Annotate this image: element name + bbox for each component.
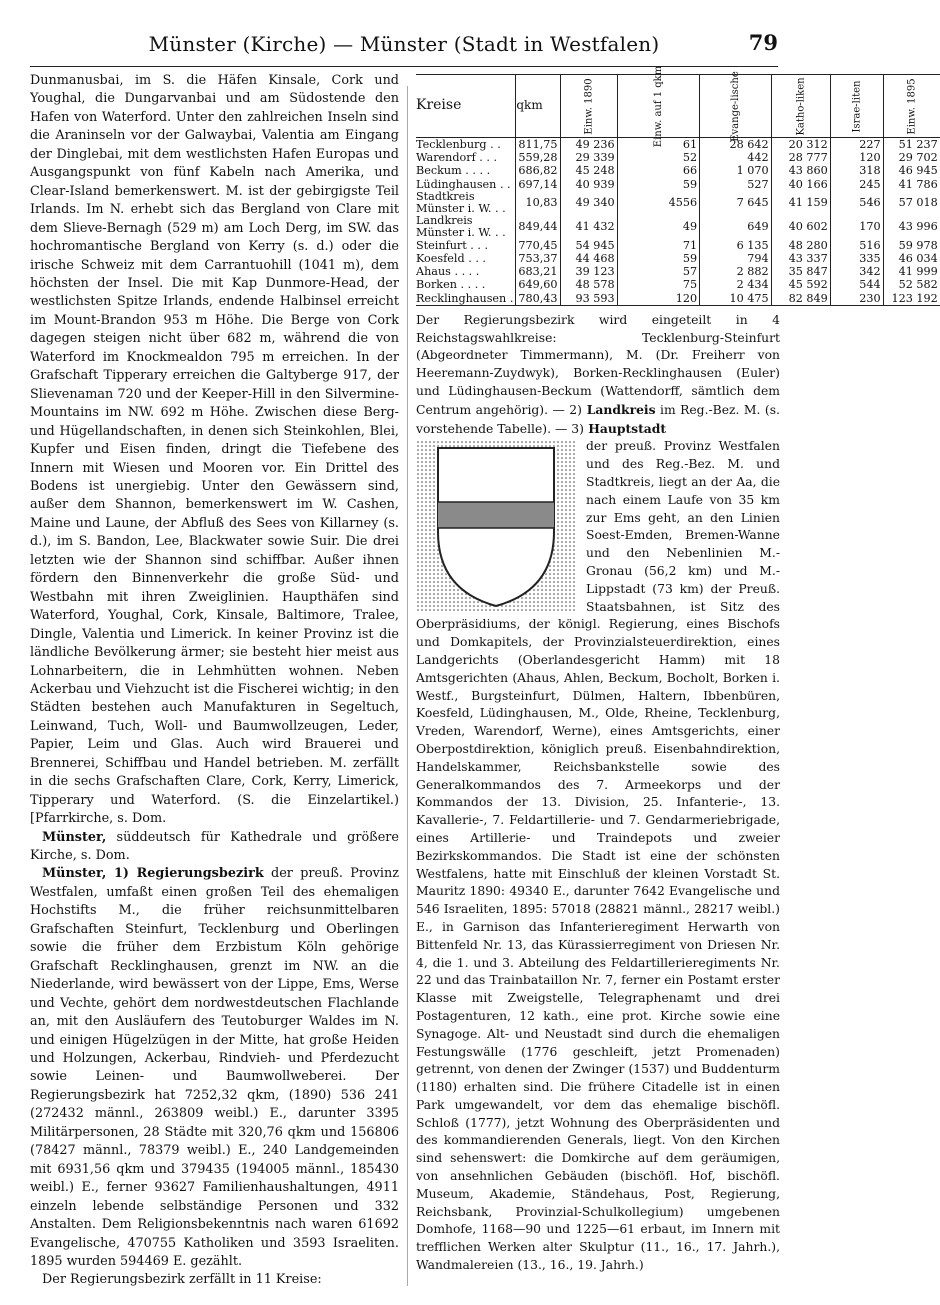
article-munster-region (30, 865, 399, 1271)
column-header: Einw. auf 1 qkm (617, 75, 699, 138)
subheading: Landkreis (581, 401, 656, 417)
value-cell: 43 337 (771, 252, 830, 265)
value-cell: 46 034 (883, 252, 940, 265)
value-cell: 41 432 (560, 215, 617, 239)
value-cell: 40 166 (771, 178, 830, 191)
district-name-cell: Tecklenburg . . (416, 138, 501, 151)
value-cell: 49 (617, 215, 699, 239)
district-name-cell: Lüdinghausen . . (416, 177, 511, 191)
value-cell: 45 248 (560, 164, 617, 177)
value-cell: 10 475 (700, 292, 772, 306)
value-cell: 66 (617, 164, 699, 177)
value-cell: 93 593 (560, 292, 617, 306)
district-name-cell: Stadtkreis Münster i. W. . . (416, 189, 506, 215)
value-cell: 120 (617, 292, 699, 306)
value-cell: 20 312 (771, 138, 830, 152)
value-cell: 51 237 (883, 138, 940, 152)
value-cell: 48 578 (560, 278, 617, 291)
value-cell: 28 777 (771, 151, 830, 164)
value-cell: 649 (700, 215, 772, 239)
article-munster-province-continued (30, 72, 399, 829)
value-cell: 120 (830, 151, 883, 164)
value-cell: 686,82 (516, 164, 560, 177)
value-cell: 29 339 (560, 151, 617, 164)
value-cell: 48 280 (771, 239, 830, 252)
value-cell: 770,45 (516, 239, 560, 252)
right-column (416, 66, 938, 1275)
district-name-cell: Warendorf . . . (416, 151, 498, 165)
value-cell: 57 (617, 265, 699, 278)
value-cell: 35 847 (771, 265, 830, 278)
column-header: Einw. 1895 (883, 75, 940, 138)
value-cell: 54 945 (560, 239, 617, 252)
body-text: Dunmanusbai, im S. die Häfen Kinsale, Cork und Youghal, die Dungarvanbai und am Südostende den Hafen von Waterford. Unter den zahlreichen Inseln sind die Araninseln vor der Galwaybai, Valentia am Eingang der Dinglebai, mit dem westlichsten Hafen Europas und Ausgangspunkt von fünf Kabeln nach Amerika, und Clear-Island bemerkenswert. M. ist der gebirgigste Teil Irlands. Im N. erhebt sich das Bergland von Clare mit dem Slieve-Bernagh (529 m) am Loch Derg, im SW. das hochromantische Bergland von Kerry (s. d.) oder die irische Schweiz mit dem Carrantuohill (1041 m), dem höchsten der Insel. Die mit Kap Dunmore-Head, der westlichsten Spitze Irlands, endende Halbinsel erreicht im Mount-Brandon 953 m Höhe. Die Berge von Cork dagegen steigen nicht über 682 m, während die von Waterford im Knockmealdon 795 m erreichen. In der Grafschaft Tipperary erreichen die Galtyberge 917, der Slievenaman 720 und der Keeper-Hill in den Silvermine-Mountains im NW. 692 m Höhe. Zwischen diese Berg- und Hügellandschaften, in denen sich Steinkohlen, Blei, Kupfer und Eisen finden, dringt die Tiefebene des Innern mit Wiesen und Mooren vor. Ein Drittel des Bodens ist unergiebig. Unter den Gewässern sind, außer dem Shannon, bemerkenswert im W. Cashen, Maine und Laune, der Abfluß des Sees von Killarney (s. d.), im S. Bandon, Lee, Blackwater sowie Suir. Die drei letzten wie der Shannon sind schiffbar. Außer ihnen fördern den Binnenverkehr die große Süd- und Westbahn mit ihren Zweiglinien. Haupthäfen sind Waterford, Youghal, Cork, Kinsale, Baltimore, Tralee, Dingle, Valentia und Limerick. In keiner Provinz ist die ländliche Bevölkerung ärmer; sie besteht hier meist aus Lohnarbeitern, die in Lehmhütten wohnen. Neben Ackerbau und Viehzucht ist die Fischerei wichtig; in den Städten bestehen auch Manufakturen in Segeltuch, Leinwand, Tuch, Woll- und Baumwollzeugen, Leder, Papier, Leim und Glas. Auch wird Brauerei und Brennerei, Schiffbau und Handel betrieben. M. zerfällt in die sechs Grafschaften Clare, Cork, Kerry, Limerick, Tipperary und Waterford. (S. die Einzelartikel.) [Pfarrkirche, s. Dom. (30, 73, 399, 827)
table-row (416, 178, 940, 191)
table-row (416, 215, 940, 239)
district-name-cell: Landkreis Münster i. W. . . (416, 213, 506, 239)
column-header: qkm (516, 75, 560, 138)
value-cell: 245 (830, 178, 883, 191)
table-row (416, 278, 940, 291)
column-header: Katho-liken (771, 75, 830, 138)
value-cell: 61 (617, 138, 699, 152)
value-cell: 849,44 (516, 215, 560, 239)
value-cell: 41 786 (883, 178, 940, 191)
table-row (416, 252, 940, 265)
subheading: 1) Regierungsbezirk (106, 866, 264, 882)
value-cell: 1 070 (700, 164, 772, 177)
table-row (416, 292, 940, 306)
body-text: süddeutsch für Kathedrale und größere Kirche, s. Dom. (30, 829, 399, 864)
value-cell: 41 159 (771, 191, 830, 215)
value-cell: 2 882 (700, 265, 772, 278)
value-cell: 49 236 (560, 138, 617, 152)
table-intro (30, 1271, 399, 1289)
table-row (416, 239, 940, 252)
value-cell: 43 996 (883, 215, 940, 239)
column-divider (407, 86, 408, 1286)
headword: Münster, (42, 829, 107, 845)
table-header-row (416, 75, 940, 138)
subheading: Hauptstadt (583, 420, 667, 436)
running-title: Münster (Kirche) — Münster (Stadt in Westfalen) (148, 32, 660, 56)
district-name-cell: Recklinghausen . (416, 292, 516, 306)
body-text: der preuß. Provinz Westfalen, umfaßt einen großen Teil des ehemaligen Hochstifts M., die früher reichsunmittelbaren Grafschaften Steinfurt, Tecklenburg und Oberlingen sowie die früher dem Erzbistum Köln gehörige Grafschaft Recklinghausen, grenzt im NW. an die Niederlande, wird bewässert von der Lippe, Ems, Werse und Vechte, gehört dem nordwestdeutschen Flachlande an, mit den Ausläufern des Teutoburger Waldes im N. und einigen Hügelzügen in der Mitte, hat große Heiden und Holzungen, Ackerbau, Rindvieh- und Pferdezucht sowie Leinen- und Baumwollweberei. Der Regierungsbezirk hat 7252,32 qkm, (1890) 536 241 (272432 männl., 263809 weibl.) E., darunter 3395 Militärpersonen, 28 Städte mit 320,76 qkm und 156806 (78427 männl., 78379 weibl.) E., 240 Landgemeinden mit 6931,56 qkm und 379435 (194005 männl., 185430 weibl.) E., ferner 93627 Familienhaushaltungen, 4911 einzeln lebende selbständige Personen und 332 Anstalten. Dem Religionsbekenntnis nach waren 61692 Evangelische, 470755 Katholiken und 3593 Israeliten. 1895 wurden 594469 E. gezählt. (30, 866, 399, 1269)
table-row (416, 151, 940, 164)
value-cell: 546 (830, 191, 883, 215)
value-cell: 559,28 (516, 151, 560, 164)
headword: Münster, (42, 866, 107, 882)
table-row (416, 138, 940, 152)
body-text: Der Regierungsbezirk wird eingeteilt in 4 Reichstagswahlkreise: Tecklenburg-Steinfurt (Abgeordneter Timmermann), M. (Dr. Freiherr von Heeremann-Zuydwyk), Borken-Recklinghausen (Euler) und Lüdinghausen-Beckum (Wattendorff, sämtlich dem Centrum angehörig). — 2) (416, 312, 780, 417)
value-cell: 516 (830, 239, 883, 252)
column-header: Israe-liten (830, 75, 883, 138)
value-cell: 683,21 (516, 265, 560, 278)
value-cell: 335 (830, 252, 883, 265)
value-cell: 41 999 (883, 265, 940, 278)
value-cell: 780,43 (516, 292, 560, 306)
value-cell: 40 602 (771, 215, 830, 239)
value-cell: 29 702 (883, 151, 940, 164)
column-header: Evange-lische (700, 75, 772, 138)
value-cell: 649,60 (516, 278, 560, 291)
value-cell: 794 (700, 252, 772, 265)
body-text: im Reg.-Bez. M. (s. vorstehende Tabelle). — 3) (416, 402, 780, 436)
value-cell: 40 939 (560, 178, 617, 191)
value-cell: 4556 (617, 191, 699, 215)
district-name-cell: Steinfurt . . . (416, 238, 489, 252)
value-cell: 544 (830, 278, 883, 291)
value-cell: 527 (700, 178, 772, 191)
value-cell: 170 (830, 215, 883, 239)
value-cell: 49 340 (560, 191, 617, 215)
value-cell: 2 434 (700, 278, 772, 291)
value-cell: 318 (830, 164, 883, 177)
column-header: Einw. 1890 (560, 75, 617, 138)
value-cell: 442 (700, 151, 772, 164)
value-cell: 123 192 (883, 292, 940, 306)
table-row (416, 265, 940, 278)
column-header: Kreise (416, 75, 516, 138)
value-cell: 39 123 (560, 265, 617, 278)
value-cell: 45 592 (771, 278, 830, 291)
article-munster-church (30, 829, 399, 866)
district-name-cell: Ahaus . . . . (416, 265, 480, 279)
district-name-cell: Beckum . . . . (416, 164, 491, 178)
districts-table (416, 66, 940, 306)
value-cell: 10,83 (516, 191, 560, 215)
value-cell: 230 (830, 292, 883, 306)
page-header (30, 26, 778, 67)
value-cell: 753,37 (516, 252, 560, 265)
value-cell: 52 (617, 151, 699, 164)
body-text: der preuß. Provinz Westfalen und des Reg.-Bez. M. und Stadtkreis, liegt an der Aa, die nach einem Laufe von 35 km zur Ems geht, an den Linien Soest-Emden, Bremen-Wanne und den Nebenlinien M.-Gronau (56,2 km) und M.-Lippstadt (73 km) der Preuß. Staatsbahnen, ist Sitz des Oberpräsidiums, der königl. Regierung, eines Bischofs und Domkapitels, der Provinzialsteuerdirektion, eines Landgerichts (Oberlandesgericht Hamm) mit 18 Amtsgerichten (Ahaus, Ahlen, Beckum, Bocholt, Borken i. Westf., Burgsteinfurt, Dülmen, Haltern, Ibbenbüren, Koesfeld, Lüdinghausen, M., Olde, Rheine, Tecklenburg, Vreden, Warendorf, Werne), eines Amtsgerichts, einer Oberpostdirektion, königlich preuß. Eisenbahndirektion, Handelskammer, Reichsbankstelle sowie des Generalkommandos des 7. Armeekorps und der Kommandos der 13. Division, 25. Infanterie-, 13. Kavallerie-, 7. Feldartillerie- und 7. Gendarmeriebrigade, eines Artillerie- und Traindepots und zweier Bezirkskommandos. Die Stadt ist eine der schönsten Westfalens, hatte mit Einschluß der kleinen Vorstadt St. Mauritz 1890: 49340 E., darunter 7642 Evangelische und 546 Israeliten, 1895: 57018 (28821 männl., 28217 weibl.) E., in Garnison das Infanterieregiment Herwarth von Bittenfeld Nr. 13, das Kürassierregiment von Driesen Nr. 4, die 1. und 3. Abteilung des Feldartillerieregiments Nr. 22 und das Trainbataillon Nr. 7, ferner ein Postamt erster Klasse mit Zweigstelle, Telegraphenamt und drei Postagenturen, 12 kath., eine prot. Kirche sowie eine Synagoge. Alt- und Neustadt sind durch die ehemaligen Festungswälle (1776 geschleift, jetzt Promenaden) getrennt, von denen der Zwinger (1537) und Buddenturm (1180) erhalten sind. Die frühere Citadelle ist in einen Park umgewandelt, vor dem das ehemalige bischöfl. Schloß (1777), jetzt Wohnung des Oberpräsidenten und des kommandierenden Generals, liegt. Von den Kirchen sind sehenswert: die Domkirche auf dem geräumigen, von ansehnlichen Gebäuden (bischöfl. Hof, bischöfl. Museum, Akademie, Ständehaus, Post, Regierung, Reichsbank, Provinzial-Schulkollegium) umgebenen Domhofe, 1168—90 und 1225—61 erbaut, im Innern mit trefflichen Werken alter Skulptur (11., 16., 17. Jahrh.), Wandmalereien (13., 16., 19. Jahrh.) (416, 439, 780, 1273)
value-cell: 811,75 (516, 138, 560, 152)
value-cell: 6 135 (700, 239, 772, 252)
coat-of-arms-icon (416, 440, 576, 612)
value-cell: 59 (617, 252, 699, 265)
table-row (416, 164, 940, 177)
body-text: Der Regierungsbezirk zerfällt in 11 Kreise: (42, 1272, 322, 1288)
page-number: 79 (748, 30, 778, 55)
district-name-cell: Borken . . . . (416, 278, 486, 292)
value-cell: 82 849 (771, 292, 830, 306)
value-cell: 43 860 (771, 164, 830, 177)
table-row (416, 191, 940, 215)
value-cell: 46 945 (883, 164, 940, 177)
coat-of-arms-figure (416, 440, 576, 612)
value-cell: 52 582 (883, 278, 940, 291)
value-cell: 28 642 (700, 138, 772, 152)
value-cell: 59 978 (883, 239, 940, 252)
article-continued (416, 312, 780, 439)
value-cell: 7 645 (700, 191, 772, 215)
left-column (30, 72, 399, 1290)
value-cell: 227 (830, 138, 883, 152)
value-cell: 57 018 (883, 191, 940, 215)
value-cell: 75 (617, 278, 699, 291)
value-cell: 697,14 (516, 178, 560, 191)
value-cell: 59 (617, 178, 699, 191)
value-cell: 342 (830, 265, 883, 278)
value-cell: 71 (617, 239, 699, 252)
value-cell: 44 468 (560, 252, 617, 265)
district-name-cell: Koesfeld . . . (416, 252, 486, 266)
